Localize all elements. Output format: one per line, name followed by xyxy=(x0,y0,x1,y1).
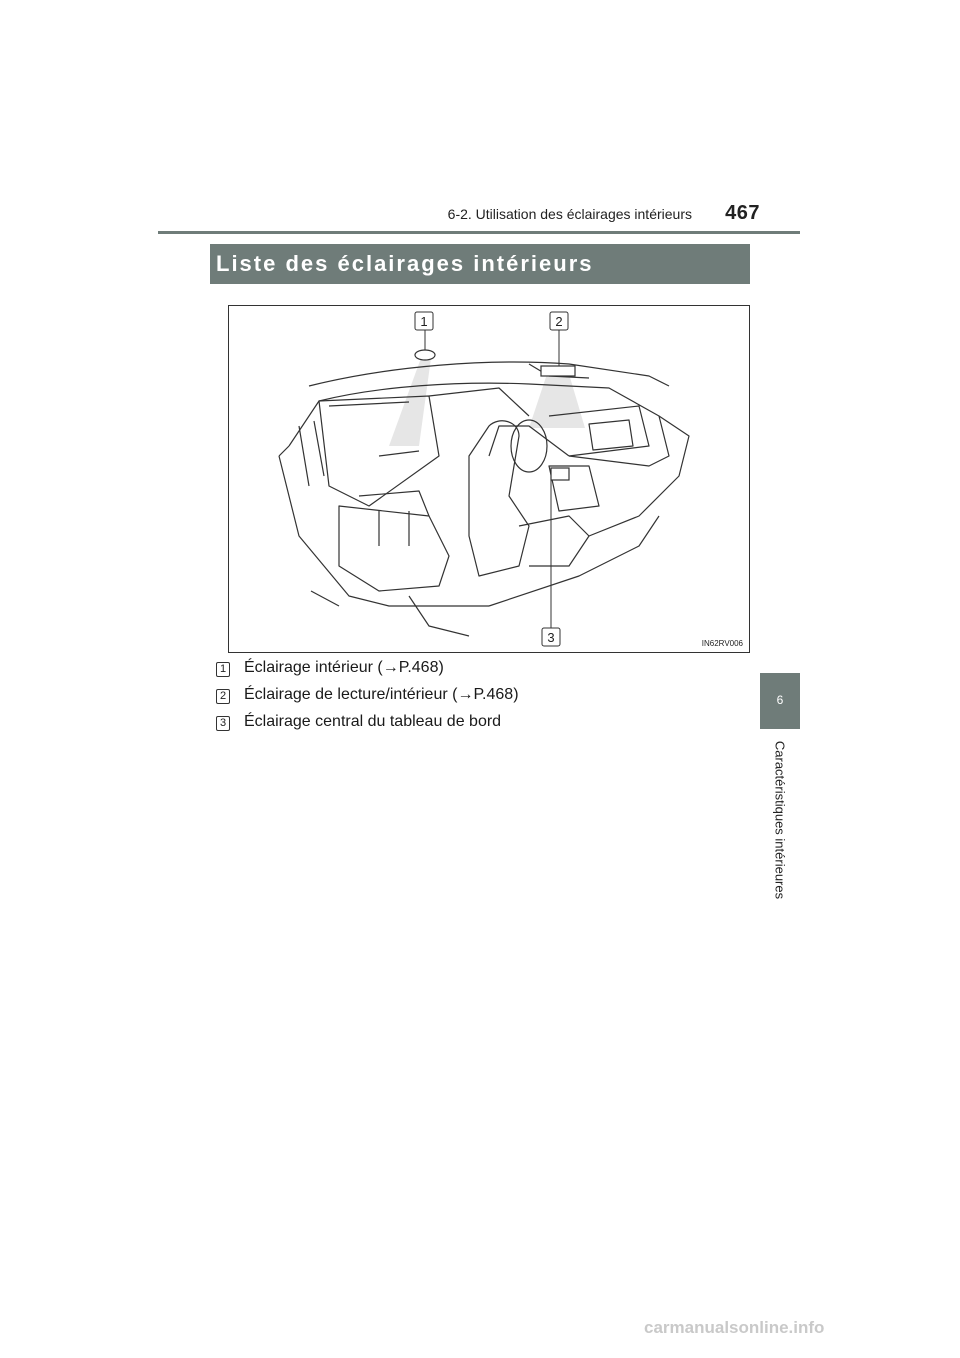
chapter-tab: 6 xyxy=(760,673,800,727)
section-title: 6-2. Utilisation des éclairages intérieurs xyxy=(447,206,692,222)
watermark: carmanualsonline.info xyxy=(644,1318,825,1337)
header-rule xyxy=(158,231,800,234)
page-number: 467 xyxy=(725,202,760,224)
page-title: Liste des éclairages intérieurs xyxy=(216,251,594,276)
callout-2-label: 2 xyxy=(555,314,563,329)
chapter-tab-rule xyxy=(760,727,800,729)
car-interior-illustration xyxy=(229,306,749,652)
legend-number: 2 xyxy=(216,689,230,704)
legend-text: Éclairage de lecture/intérieur (→P.468) xyxy=(244,686,519,703)
legend-number: 3 xyxy=(216,716,230,731)
callout-3-label: 3 xyxy=(547,630,555,645)
legend-text: Éclairage intérieur (→P.468) xyxy=(244,659,444,676)
legend-text: Éclairage central du tableau de bord xyxy=(244,713,502,730)
callout-1-label: 1 xyxy=(420,314,428,329)
interior-lights-figure xyxy=(228,305,750,653)
legend-number: 1 xyxy=(216,662,230,677)
figure-code: IN62RV006 xyxy=(701,639,743,648)
chapter-label: Caractéristiques intérieures xyxy=(772,740,788,900)
